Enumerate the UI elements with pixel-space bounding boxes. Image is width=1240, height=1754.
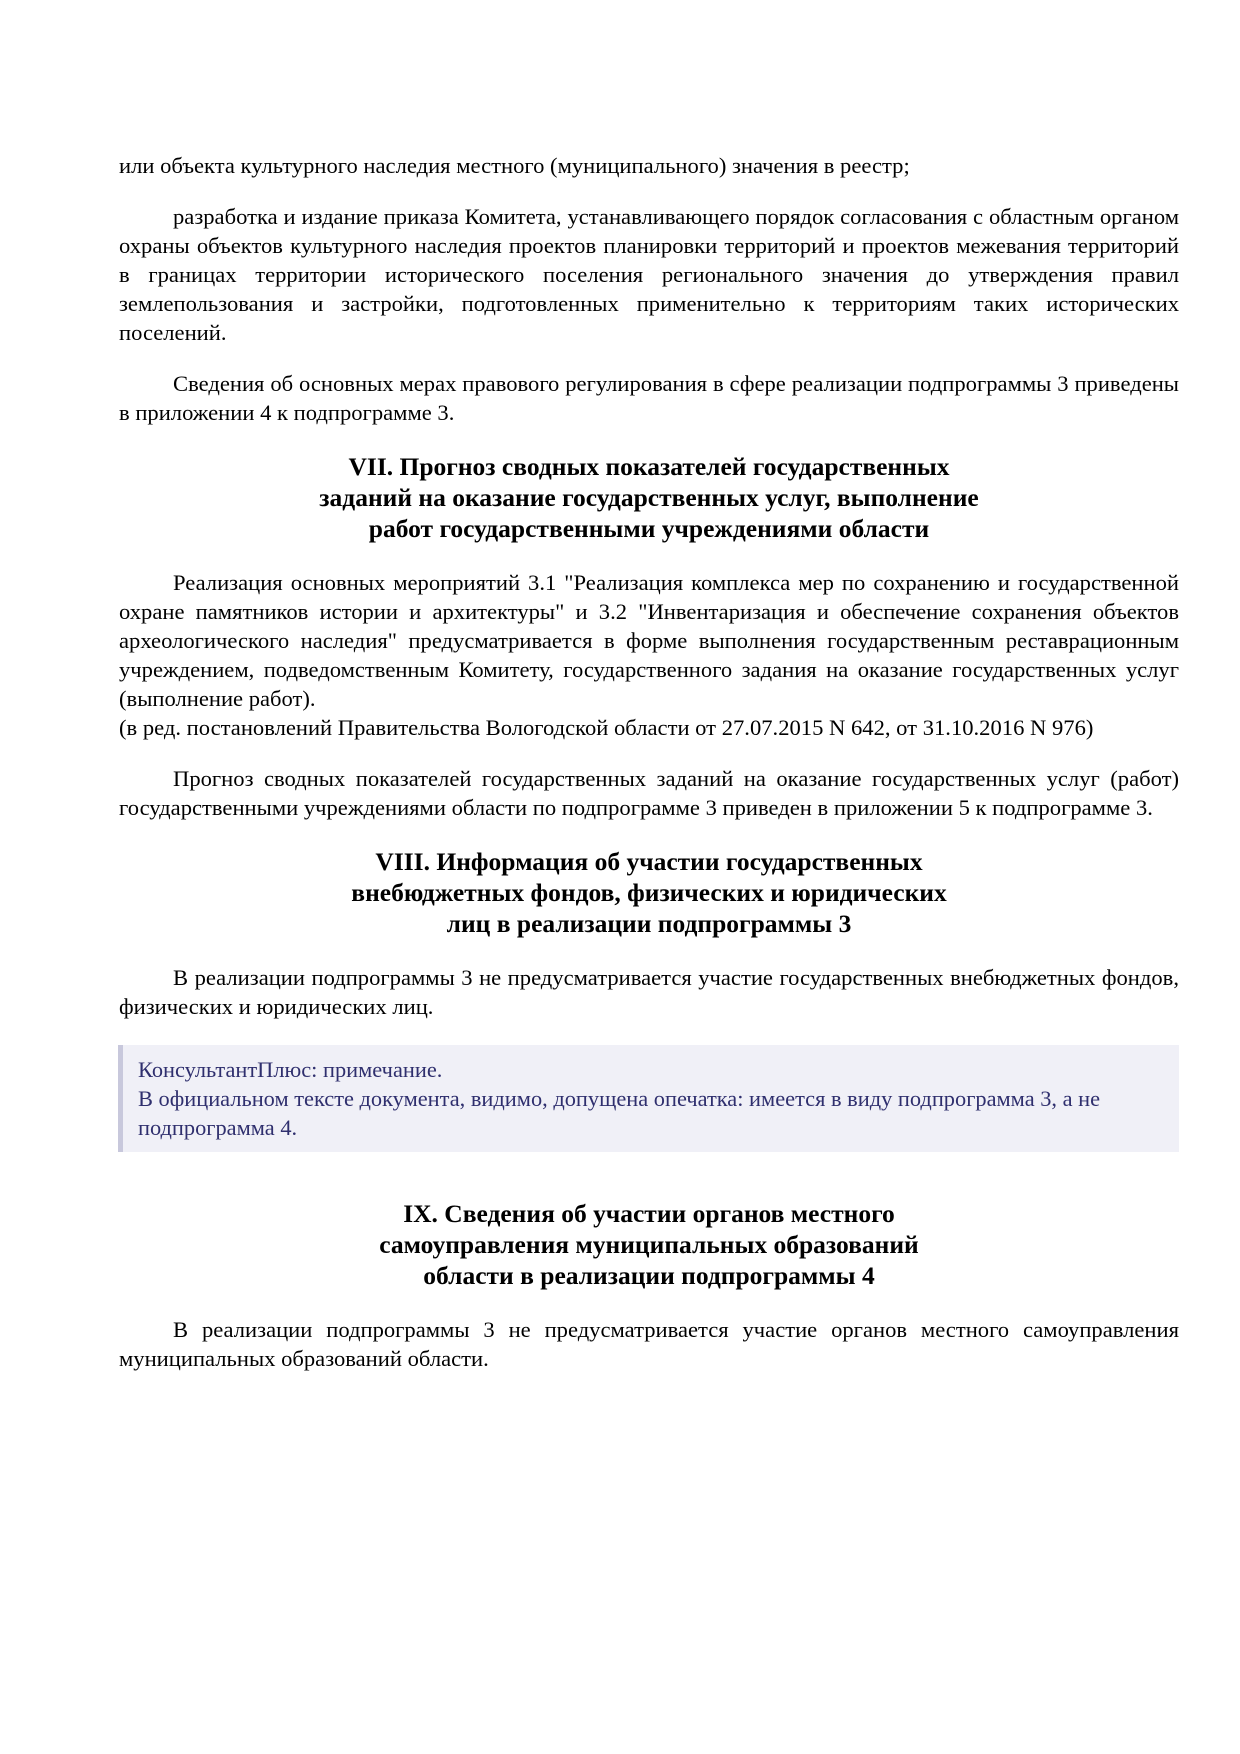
section-7-amendment-note: (в ред. постановлений Правительства Вологодской области от 27.07.2015 N 642, от 31.10.2016 N 976): [119, 715, 1094, 740]
section-8-heading-line-3: лиц в реализации подпрограммы 3: [446, 909, 852, 938]
section-8-heading: [119, 846, 1179, 939]
paragraph-order-development: разработка и издание приказа Комитета, устанавливающего порядок согласования с областным органом охраны объектов культурного наследия проектов планировки территорий и проектов межевания территорий в границах территории исторического поселения регионального значения до утверждения правил землепользования и застройки, подготовленных применительно к территориям таких исторических поселений.: [119, 204, 1179, 345]
section-7-heading-line-1: VII. Прогноз сводных показателей государственных: [348, 452, 950, 481]
section-9-heading: [119, 1198, 1179, 1291]
section-7-paragraph-1: Реализация основных мероприятий 3.1 "Реализация комплекса мер по сохранению и государственной охране памятников истории и архитектуры" и 3.2 "Инвентаризация и обеспечение сохранения объектов археологического наследия" предусматривается в форме выполнения государственным реставрационным учреждением, подведомственным Комитету, государственного задания на оказание государственных услуг (выполнение работ).: [119, 570, 1179, 711]
section-7-heading-line-3: работ государственными учреждениями области: [368, 514, 930, 543]
consultant-note-box: [118, 1045, 1179, 1152]
section-7-heading: [119, 451, 1179, 544]
section-9-paragraph-1: В реализации подпрограммы 3 не предусматривается участие органов местного самоуправления муниципальных образований области.: [119, 1317, 1179, 1371]
section-9-heading-line-3: области в реализации подпрограммы 4: [423, 1261, 875, 1290]
consultant-note-text: В официальном тексте документа, видимо, допущена опечатка: имеется в виду подпрограмма 3, а не подпрограмма 4.: [138, 1086, 1101, 1140]
paragraph-legal-measures: Сведения об основных мерах правового регулирования в сфере реализации подпрограммы 3 приведены в приложении 4 к подпрограмме 3.: [119, 371, 1179, 425]
section-8-paragraph-1: В реализации подпрограммы 3 не предусматривается участие государственных внебюджетных фондов, физических и юридических лиц.: [119, 965, 1179, 1019]
paragraph-continuation: или объекта культурного наследия местного (муниципального) значения в реестр;: [119, 153, 910, 178]
section-9-heading-line-1: IX. Сведения об участии органов местного: [403, 1199, 895, 1228]
section-7-paragraph-2: Прогноз сводных показателей государственных заданий на оказание государственных услуг (работ) государственными учреждениями области по подпрограмме 3 приведен в приложении 5 к подпрограмме 3.: [119, 766, 1179, 820]
section-8-heading-line-1: VIII. Информация об участии государственных: [375, 847, 923, 876]
consultant-note-label: КонсультантПлюс: примечание.: [138, 1057, 443, 1082]
section-7-heading-line-2: заданий на оказание государственных услуг, выполнение: [319, 483, 979, 512]
section-9-heading-line-2: самоуправления муниципальных образований: [379, 1230, 919, 1259]
section-8-heading-line-2: внебюджетных фондов, физических и юридических: [351, 878, 947, 907]
document-page: [119, 151, 1179, 1373]
